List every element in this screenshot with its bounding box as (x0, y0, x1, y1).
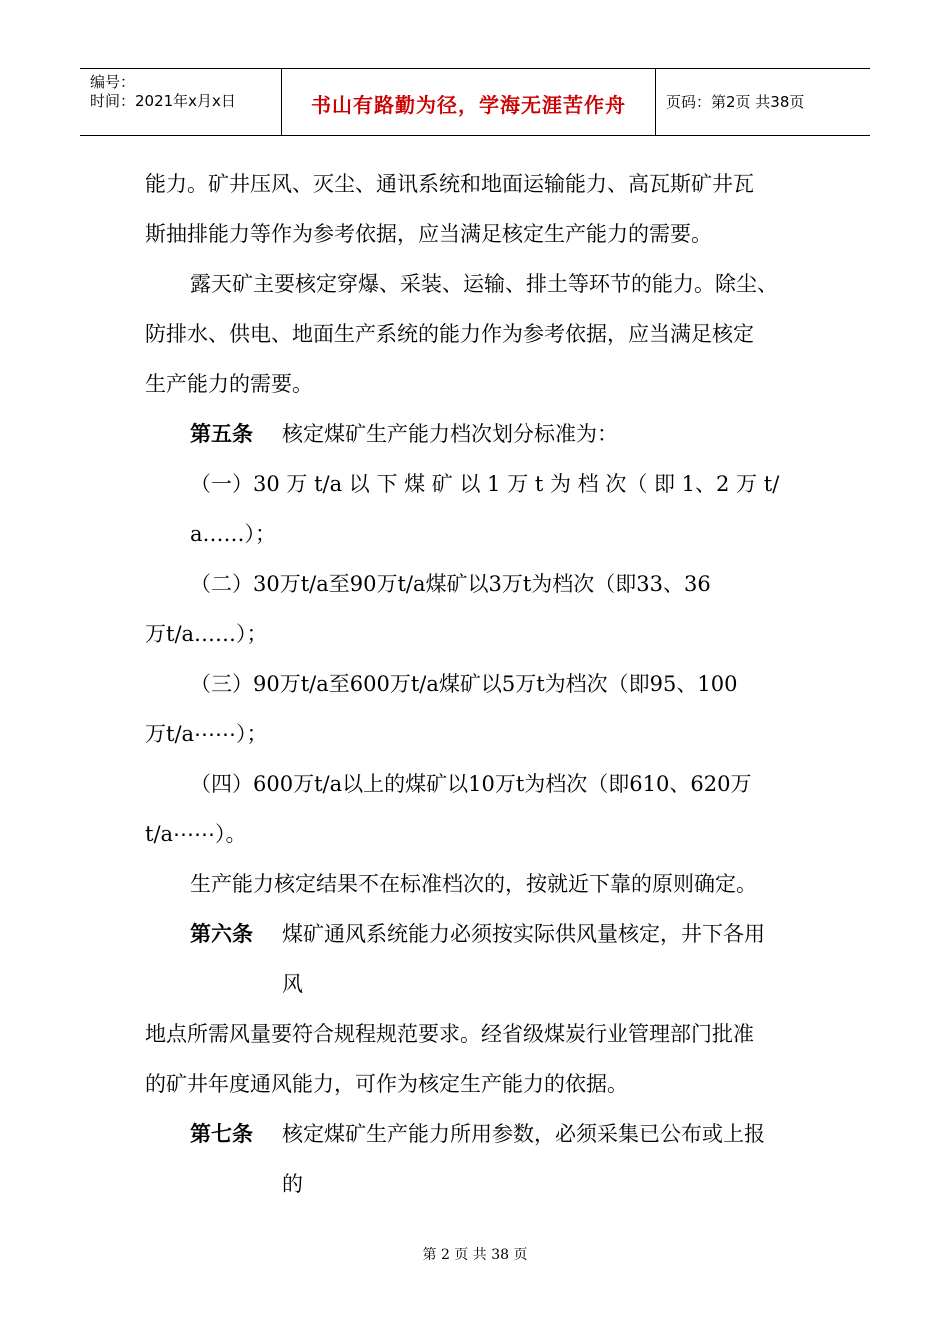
body-line: （三）90万t/a至600万t/a煤矿以5万t为档次（即95、100 (190, 672, 738, 696)
header-center-cell (282, 69, 656, 135)
body-line: （四）600万t/a以上的煤矿以10万t为档次（即610、620万 (190, 772, 752, 796)
header-motto: 书山有路勤为径，学海无涯苦作舟 (311, 93, 626, 117)
article-7-label: 第七条 (190, 1121, 253, 1146)
header-right-cell (656, 69, 870, 135)
body-line: 防排水、供电、地面生产系统的能力作为参考依据，应当满足核定 (145, 322, 754, 346)
article-6-label: 第六条 (190, 921, 253, 946)
body-line: a……）； (190, 522, 277, 546)
body-line: 万t/a⋯⋯）； (145, 722, 268, 746)
header-page-info: 页码：第2页 共38页 (666, 93, 805, 111)
body-line: t/a⋯⋯）。 (145, 822, 247, 846)
article-5-text: 核定煤矿生产能力档次划分标准为： (282, 422, 618, 446)
body-line: 的 (282, 1172, 303, 1196)
page-footer: 第 2 页 共 38 页 (422, 1247, 528, 1263)
body-line: 生产能力的需要。 (145, 372, 313, 396)
body-line: 斯抽排能力等作为参考依据，应当满足核定生产能力的需要。 (145, 222, 712, 246)
body-line: 地点所需风量要符合规程规范要求。经省级煤炭行业管理部门批准 (145, 1022, 754, 1046)
document-date: 时间：2021年x月x日 (90, 92, 236, 110)
body-line: 露天矿主要核定穿爆、采装、运输、排土等环节的能力。除尘、 (190, 272, 778, 296)
body-line: 风 (282, 972, 303, 996)
body-line: 能力。矿井压风、灭尘、通讯系统和地面运输能力、高瓦斯矿井瓦 (145, 172, 754, 196)
body-line: 万t/a……）； (145, 622, 268, 646)
document-number-label: 编号： (90, 73, 136, 91)
article-7-text: 核定煤矿生产能力所用参数，必须采集已公布或上报 (282, 1122, 765, 1146)
header-left-cell (80, 69, 282, 135)
page-header (80, 68, 870, 136)
article-5-label: 第五条 (190, 421, 253, 446)
body-line: （一）30 万 t/a 以 下 煤 矿 以 1 万 t 为 档 次（ 即 1、2 万 t/ (190, 472, 780, 496)
body-line: 的矿井年度通风能力，可作为核定生产能力的依据。 (145, 1072, 628, 1096)
body-line: 生产能力核定结果不在标准档次的，按就近下靠的原则确定。 (190, 872, 757, 896)
body-line: （二）30万t/a至90万t/a煤矿以3万t为档次（即33、36 (190, 572, 711, 596)
article-6-text: 煤矿通风系统能力必须按实际供风量核定，井下各用 (282, 922, 765, 946)
